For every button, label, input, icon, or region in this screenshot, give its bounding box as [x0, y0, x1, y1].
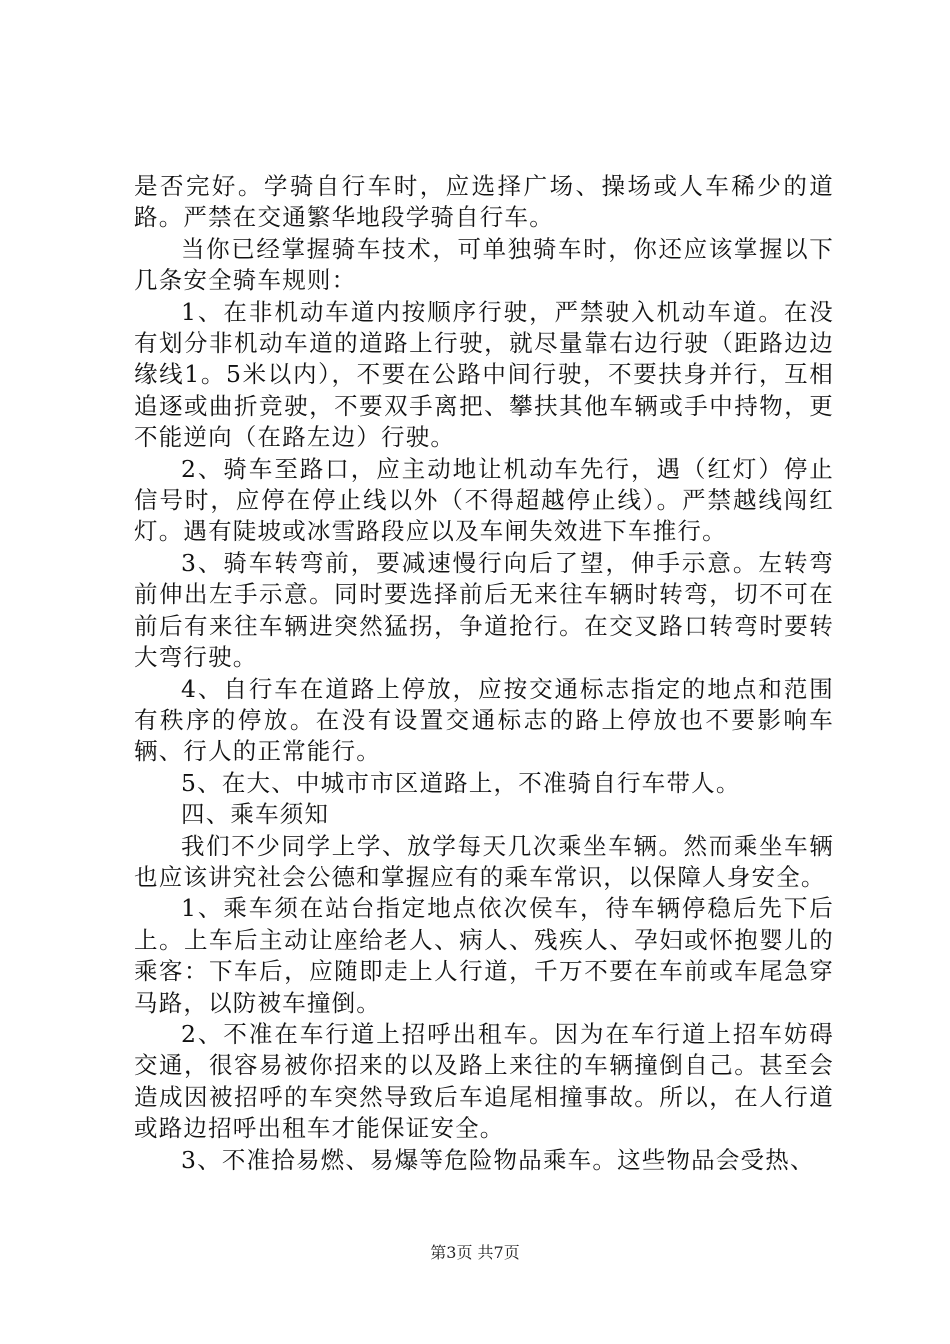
paragraph-continuation: 是否完好。学骑自行车时，应选择广场、操场或人车稀少的道路。严禁在交通繁华地段学骑自行车。 [134, 172, 834, 232]
document-body [134, 171, 834, 1176]
paragraph-riding-3: 3、不准拾易燃、易爆等危险物品乘车。这些物品会受热、 [181, 1145, 815, 1174]
paragraph-riding-1: 1、乘车须在站台指定地点依次侯车，待车辆停稳后先下后上。上车后主动让座给老人、病人、残疾人、孕妇或怀抱婴儿的乘客：下车后，应随即走上人行道，千万不要在车前或车尾急穿马路，以防被车撞倒。 [134, 894, 834, 1017]
paragraph-rule-1: 1、在非机动车道内按顺序行驶，严禁驶入机动车道。在没有划分非机动车道的道路上行驶，就尽量靠右边行驶（距路边边缘线1。5米以内），不要在公路中间行驶，不要扶身并行，互相追逐或曲折竞驶，不要双手离把、攀扶其他车辆或手中持物，更不能逆向（在路左边）行驶。 [134, 297, 834, 452]
paragraph-rule-2: 2、骑车至路口，应主动地让机动车先行，遇（红灯）停止信号时，应停在停止线以外（不得超越停止线）。严禁越线闯红灯。遇有陡坡或冰雪路段应以及车闸失效进下车推行。 [134, 454, 834, 546]
section-heading-riding-notice: 四、乘车须知 [181, 800, 330, 829]
paragraph-rule-4: 4、自行车在道路上停放，应按交通标志指定的地点和范围有秩序的停放。在没有设置交通标志的路上停放也不要影响车辆、行人的正常能行。 [134, 674, 834, 766]
paragraph-intro-rules: 当你已经掌握骑车技术，可单独骑车时，你还应该掌握以下几条安全骑车规则： [134, 234, 834, 295]
paragraph-riding-2: 2、不准在车行道上招呼出租车。因为在车行道上招车妨碍交通，很容易被你招来的以及路上来往的车辆撞倒自己。甚至会造成因被招呼的车突然导致后车追尾相撞事故。所以，在人行道或路边招呼出租车才能保证安全。 [134, 1019, 834, 1143]
paragraph-riding-intro: 我们不少同学上学、放学每天几次乘坐车辆。然而乘坐车辆也应该讲究社会公德和掌握应有的乘车常识，以保障人身安全。 [134, 831, 834, 891]
paragraph-rule-5: 5、在大、中城市市区道路上，不准骑自行车带人。 [181, 768, 741, 797]
page-footer: 第3页 共7页 [430, 1243, 520, 1262]
paragraph-rule-3: 3、骑车转弯前，要减速慢行向后了望，伸手示意。左转弯前伸出左手示意。同时要选择前后无来往车辆时转弯，切不可在前后有来往车辆进突然猛拐，争道抢行。在交叉路口转弯时要转大弯行驶。 [134, 548, 834, 672]
